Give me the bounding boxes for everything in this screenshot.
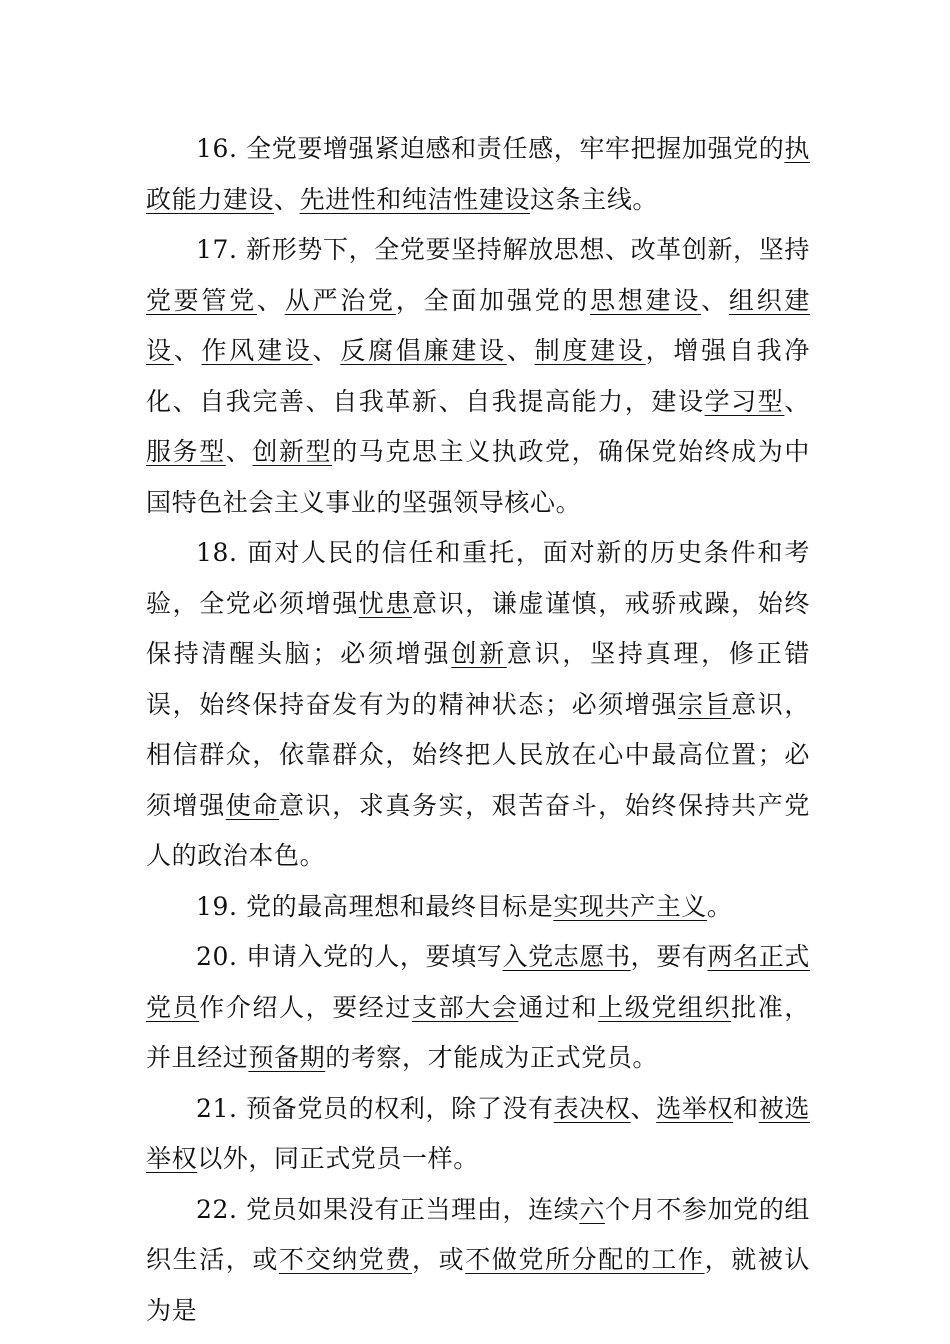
text-segment: ，或 [412, 1245, 466, 1274]
underlined-term: 学习型 [704, 386, 785, 416]
text-segment: 意识，相信群众，依靠群众，始终把人民放在心中最高位置；必须增强 [146, 689, 810, 820]
text-segment: 、 [312, 336, 341, 365]
underlined-term: 使命 [225, 790, 279, 820]
text-segment: 这条主线。 [530, 184, 659, 214]
text-segment: ，全面加强党的 [395, 285, 591, 315]
underlined-term: 执政能力建设 [146, 134, 810, 214]
paragraph-18 [146, 528, 810, 882]
underlined-term: 实现共产主义 [553, 891, 707, 921]
underlined-term: 选举权 [656, 1093, 734, 1123]
text-segment: 17. 新形势下，全党要坚持解放思想、改革创新，坚持 [196, 235, 810, 264]
underlined-term: 上级党组织 [598, 992, 732, 1022]
underlined-term: 入党志愿书 [502, 942, 631, 971]
text-segment: 意识，坚持真理，修正错误，始终保持奋发有为的精神状态；必须增强 [146, 639, 810, 719]
underlined-term: 从严治党 [284, 285, 396, 315]
underlined-term: 六 [579, 1194, 605, 1224]
text-segment: 21. 预备党员的权利，除了没有 [196, 1093, 554, 1123]
text-segment: 、 [257, 285, 285, 315]
text-segment: 的考察，才能成为正式党员。 [325, 1043, 659, 1072]
text-segment: 作介绍人，要经过 [199, 992, 412, 1022]
text-segment: 18. 面对人民的信任和重托，面对新的历史条件和考验，全党必须增强 [146, 538, 810, 618]
text-segment: 、 [225, 437, 253, 466]
text-segment: 、 [173, 336, 202, 365]
underlined-term: 制度建设 [534, 336, 646, 365]
underlined-term: 党要管党 [146, 285, 258, 315]
text-segment: 、 [701, 285, 729, 315]
text-segment: 16. 全党要增强紧迫感和责任感，牢牢把握加强党的 [196, 134, 785, 163]
underlined-term: 服务型 [146, 437, 226, 466]
underlined-term: 被选举权 [146, 1093, 810, 1173]
text-segment: 。 [706, 891, 733, 921]
text-segment: 意识，求真务实，艰苦奋斗，始终保持共产党人的政治本色。 [146, 790, 810, 870]
underlined-term: 支部大会 [411, 992, 519, 1022]
text-segment: 22. 党员如果没有正当理由，连续 [196, 1194, 580, 1224]
text-segment: 的马克思主义执政党，确保党始终成为中国特色社会主义事业的坚强领导核心。 [146, 437, 810, 517]
underlined-term: 宗旨 [677, 689, 732, 719]
text-segment: ，就被认为是 [146, 1245, 810, 1325]
text-segment: 个月不参加党的组织生活，或 [146, 1194, 810, 1274]
text-segment: 、 [274, 184, 300, 214]
paragraph-16 [146, 124, 810, 225]
underlined-term: 组织建设 [146, 285, 811, 365]
underlined-term: 创新 [451, 639, 507, 668]
paragraph-17 [146, 225, 810, 528]
text-segment: 、 [784, 386, 810, 416]
text-segment: 、 [630, 1093, 657, 1123]
underlined-term: 先进性和纯洁性建设 [299, 184, 531, 214]
text-segment: 和 [733, 1093, 759, 1123]
text-segment: 意识，谦虚谨慎，戒骄戒躁，始终保持清醒头脑；必须增强 [146, 588, 810, 668]
paragraph-21 [146, 1084, 810, 1185]
underlined-term: 作风建设 [201, 336, 313, 365]
paragraph-20 [146, 932, 810, 1084]
text-segment: ，增强自我净化、自我完善、自我革新、自我提高能力，建设 [146, 336, 810, 416]
underlined-term: 思想建设 [590, 285, 702, 315]
document-page [146, 124, 810, 1336]
paragraph-22 [146, 1185, 810, 1337]
text-segment: 通过和 [518, 992, 599, 1022]
text-segment: ，要有 [630, 942, 708, 971]
text-segment: 、 [506, 336, 535, 365]
underlined-term: 忧患 [358, 588, 412, 618]
underlined-term: 不交纳党费 [279, 1245, 412, 1274]
text-segment: 20. 申请入党的人，要填写 [196, 942, 503, 971]
paragraph-19 [146, 882, 810, 933]
text-segment: 批准，并且经过 [146, 992, 810, 1072]
underlined-term: 表决权 [553, 1093, 631, 1123]
text-segment: 以外，同正式党员一样。 [197, 1144, 479, 1173]
underlined-term: 创新型 [252, 437, 333, 466]
underlined-term: 反腐倡廉建设 [340, 336, 507, 365]
underlined-term: 预备期 [248, 1043, 326, 1072]
text-segment: 19. 党的最高理想和最终目标是 [196, 891, 554, 921]
underlined-term: 不做党所分配的工作 [465, 1245, 705, 1274]
underlined-term: 两名正式党员 [146, 942, 810, 1022]
